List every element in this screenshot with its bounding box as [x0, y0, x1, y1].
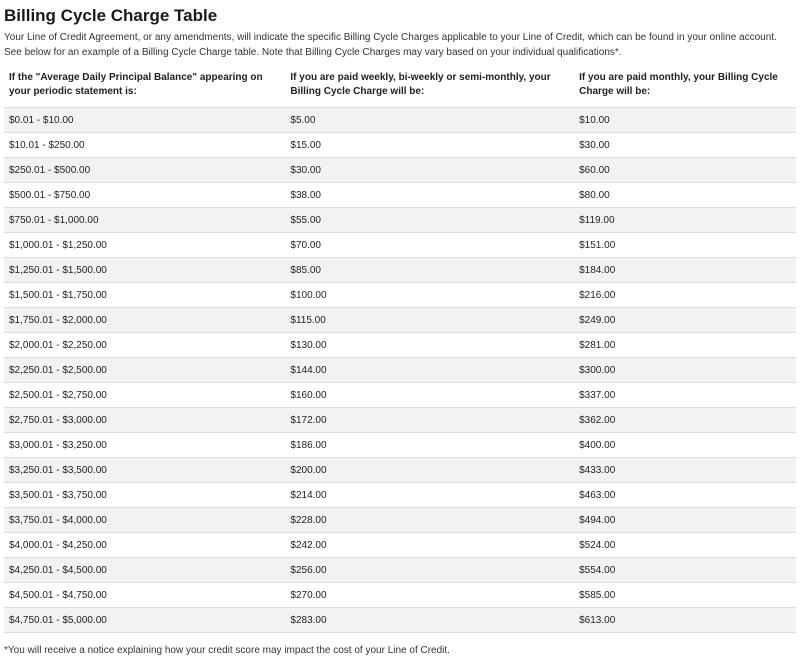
table-row: [4, 133, 796, 158]
cell-weekly-charge: $186.00: [285, 433, 574, 458]
cell-weekly-charge: $5.00: [285, 108, 574, 133]
billing-cycle-charge-table: [4, 66, 796, 633]
cell-monthly-charge: $463.00: [574, 483, 796, 508]
cell-balance-range: $4,750.01 - $5,000.00: [4, 608, 285, 633]
cell-monthly-charge: $10.00: [574, 108, 796, 133]
table-row: [4, 108, 796, 133]
table-row: [4, 408, 796, 433]
cell-balance-range: $10.01 - $250.00: [4, 133, 285, 158]
intro-paragraph: Your Line of Credit Agreement, or any amendments, will indicate the specific Billing Cycle Charges applicable to your Line of Credit, which can be found in your online account. See below for an example of a Billing Cycle Charge table. Note that Billing Cycle Charges may vary based on your individual qualifications*.: [4, 32, 777, 58]
cell-monthly-charge: $494.00: [574, 508, 796, 533]
header-weekly-charge: If you are paid weekly, bi-weekly or semi-monthly, your Billing Cycle Charge will be:: [285, 66, 574, 108]
cell-balance-range: $0.01 - $10.00: [4, 108, 285, 133]
cell-weekly-charge: $38.00: [285, 183, 574, 208]
header-monthly-charge: If you are paid monthly, your Billing Cycle Charge will be:: [574, 66, 796, 108]
cell-monthly-charge: $151.00: [574, 233, 796, 258]
cell-weekly-charge: $85.00: [285, 258, 574, 283]
cell-weekly-charge: $30.00: [285, 158, 574, 183]
table-row: [4, 233, 796, 258]
cell-balance-range: $1,750.01 - $2,000.00: [4, 308, 285, 333]
table-row: [4, 333, 796, 358]
cell-monthly-charge: $119.00: [574, 208, 796, 233]
cell-balance-range: $750.01 - $1,000.00: [4, 208, 285, 233]
table-row: [4, 208, 796, 233]
cell-monthly-charge: $300.00: [574, 358, 796, 383]
table-row: [4, 533, 796, 558]
cell-weekly-charge: $283.00: [285, 608, 574, 633]
cell-monthly-charge: $80.00: [574, 183, 796, 208]
cell-balance-range: $1,000.01 - $1,250.00: [4, 233, 285, 258]
cell-monthly-charge: $362.00: [574, 408, 796, 433]
cell-monthly-charge: $281.00: [574, 333, 796, 358]
table-row: [4, 433, 796, 458]
cell-balance-range: $4,250.01 - $4,500.00: [4, 558, 285, 583]
cell-monthly-charge: $216.00: [574, 283, 796, 308]
cell-monthly-charge: $585.00: [574, 583, 796, 608]
cell-monthly-charge: $337.00: [574, 383, 796, 408]
table-row: [4, 558, 796, 583]
cell-balance-range: $3,750.01 - $4,000.00: [4, 508, 285, 533]
cell-balance-range: $1,500.01 - $1,750.00: [4, 283, 285, 308]
table-row: [4, 258, 796, 283]
table-row: [4, 458, 796, 483]
page-title: Billing Cycle Charge Table: [4, 6, 218, 25]
table-row: [4, 483, 796, 508]
cell-balance-range: $1,250.01 - $1,500.00: [4, 258, 285, 283]
table-row: [4, 608, 796, 633]
cell-monthly-charge: $613.00: [574, 608, 796, 633]
cell-weekly-charge: $172.00: [285, 408, 574, 433]
table-row: [4, 358, 796, 383]
table-body: [4, 108, 796, 633]
cell-weekly-charge: $228.00: [285, 508, 574, 533]
cell-weekly-charge: $214.00: [285, 483, 574, 508]
cell-monthly-charge: $554.00: [574, 558, 796, 583]
cell-weekly-charge: $256.00: [285, 558, 574, 583]
cell-monthly-charge: $30.00: [574, 133, 796, 158]
cell-balance-range: $3,250.01 - $3,500.00: [4, 458, 285, 483]
cell-weekly-charge: $15.00: [285, 133, 574, 158]
table-header: [4, 66, 796, 108]
cell-balance-range: $3,000.01 - $3,250.00: [4, 433, 285, 458]
cell-balance-range: $4,500.01 - $4,750.00: [4, 583, 285, 608]
cell-weekly-charge: $100.00: [285, 283, 574, 308]
cell-monthly-charge: $184.00: [574, 258, 796, 283]
cell-balance-range: $3,500.01 - $3,750.00: [4, 483, 285, 508]
cell-monthly-charge: $249.00: [574, 308, 796, 333]
cell-balance-range: $2,500.01 - $2,750.00: [4, 383, 285, 408]
cell-weekly-charge: $115.00: [285, 308, 574, 333]
cell-monthly-charge: $60.00: [574, 158, 796, 183]
cell-weekly-charge: $242.00: [285, 533, 574, 558]
cell-weekly-charge: $70.00: [285, 233, 574, 258]
table-row: [4, 283, 796, 308]
cell-weekly-charge: $55.00: [285, 208, 574, 233]
cell-monthly-charge: $524.00: [574, 533, 796, 558]
footnote: *You will receive a notice explaining how your credit score may impact the cost of your Line of Credit.: [4, 645, 450, 656]
cell-monthly-charge: $433.00: [574, 458, 796, 483]
cell-balance-range: $2,000.01 - $2,250.00: [4, 333, 285, 358]
header-row: [4, 66, 796, 108]
table-row: [4, 508, 796, 533]
cell-balance-range: $250.01 - $500.00: [4, 158, 285, 183]
cell-weekly-charge: $270.00: [285, 583, 574, 608]
table-row: [4, 158, 796, 183]
table-row: [4, 583, 796, 608]
cell-balance-range: $500.01 - $750.00: [4, 183, 285, 208]
table-row: [4, 183, 796, 208]
cell-weekly-charge: $130.00: [285, 333, 574, 358]
cell-balance-range: $4,000.01 - $4,250.00: [4, 533, 285, 558]
cell-balance-range: $2,750.01 - $3,000.00: [4, 408, 285, 433]
cell-weekly-charge: $160.00: [285, 383, 574, 408]
table-row: [4, 308, 796, 333]
cell-balance-range: $2,250.01 - $2,500.00: [4, 358, 285, 383]
header-balance: If the "Average Daily Principal Balance" appearing on your periodic statement is:: [4, 66, 285, 108]
cell-weekly-charge: $144.00: [285, 358, 574, 383]
table-row: [4, 383, 796, 408]
cell-weekly-charge: $200.00: [285, 458, 574, 483]
cell-monthly-charge: $400.00: [574, 433, 796, 458]
